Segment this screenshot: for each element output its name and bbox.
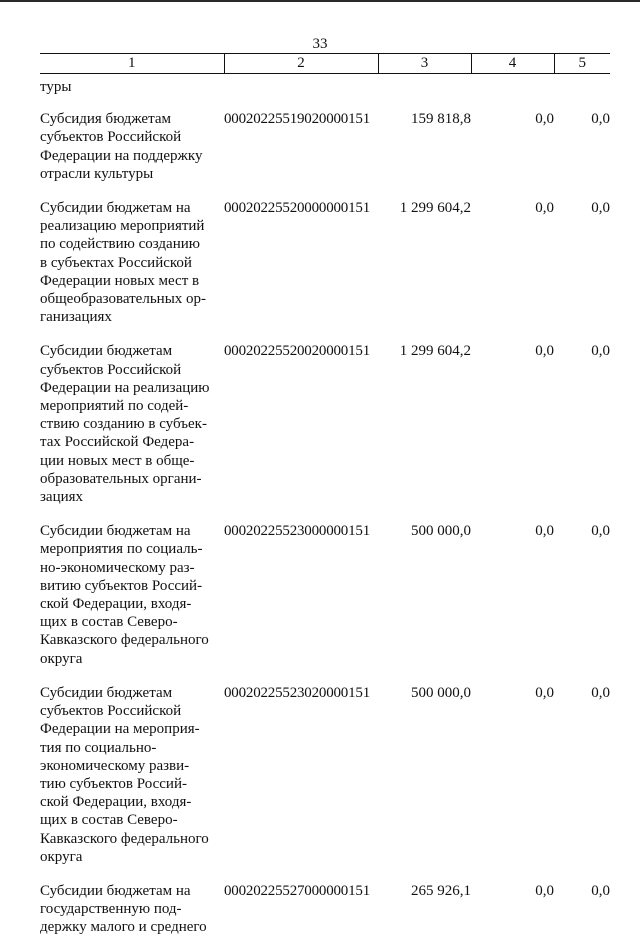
row-amount: 1 299 604,2 — [399, 343, 471, 360]
description-line: общеобразовательных ор- — [40, 291, 207, 308]
description-line: тия по социально- — [40, 739, 157, 756]
description-line: ской Федерации, входя- — [40, 794, 192, 811]
row-code: 00020225523000000151 — [224, 523, 371, 540]
description-line: Федерации новых мест в — [40, 272, 200, 289]
description-line: субъектов Российской — [40, 703, 182, 720]
row-col5-value: 0,0 — [591, 111, 610, 128]
description-line: реализацию мероприятий — [40, 218, 205, 235]
table-row — [40, 96, 610, 185]
description-line: Кавказского федерального — [40, 830, 209, 847]
description-line: образовательных органи- — [40, 470, 202, 487]
description-line: Субсидии бюджетам на — [40, 523, 191, 540]
description-line: округа — [40, 848, 83, 865]
row-code: 00020225519020000151 — [224, 111, 371, 128]
row-amount: 159 818,8 — [411, 111, 471, 128]
description-line: округа — [40, 650, 83, 667]
row-amount: 500 000,0 — [411, 684, 471, 701]
description-line: Федерации на реализацию — [40, 379, 210, 396]
column-header-4: 4 — [471, 54, 554, 74]
table-row — [40, 508, 610, 670]
description-line: мероприятий по содей- — [40, 398, 189, 415]
row-col4-value: 0,0 — [535, 684, 554, 701]
column-header-1: 1 — [40, 54, 224, 74]
description-line: государственную под- — [40, 901, 182, 918]
budget-table — [40, 53, 610, 939]
row-col4-value: 0,0 — [535, 111, 554, 128]
description-line: витию субъектов Россий- — [40, 577, 203, 594]
column-header-2: 2 — [224, 54, 378, 74]
row-code: 00020225520000000151 — [224, 200, 371, 217]
row-col4-value: 0,0 — [535, 523, 554, 540]
table-row — [40, 185, 610, 328]
description-line: тах Российской Федера- — [40, 434, 195, 451]
row-col4-value: 0,0 — [535, 882, 554, 899]
row-col5-value: 0,0 — [591, 200, 610, 217]
table-row — [40, 670, 610, 868]
description-line: Субсидии бюджетам — [40, 343, 173, 360]
header-row — [40, 54, 610, 74]
description-line: Федерации на поддержку — [40, 147, 203, 164]
row-description — [40, 868, 224, 939]
continuation-text: туры — [40, 79, 72, 95]
row-code: 00020225520020000151 — [224, 343, 371, 360]
description-line: щих в состав Северо- — [40, 614, 178, 631]
row-amount: 1 299 604,2 — [399, 200, 471, 217]
description-line: ской Федерации, входя- — [40, 596, 192, 613]
description-line: ствию созданию в субъек- — [40, 416, 207, 433]
row-code: 00020225527000000151 — [224, 882, 371, 899]
row-description — [40, 185, 224, 328]
column-header-5: 5 — [554, 54, 610, 74]
description-line: по содействию созданию — [40, 236, 200, 253]
description-line: ганизациях — [40, 309, 112, 326]
description-line: субъектов Российской — [40, 361, 182, 378]
row-description — [40, 670, 224, 868]
row-amount: 500 000,0 — [411, 523, 471, 540]
scan-edge — [0, 0, 640, 2]
row-description — [40, 96, 224, 185]
description-line: Субсидии бюджетам на — [40, 882, 191, 899]
row-col5-value: 0,0 — [591, 343, 610, 360]
row-col5-value: 0,0 — [591, 523, 610, 540]
row-description — [40, 328, 224, 508]
row-code: 00020225523020000151 — [224, 684, 371, 701]
table-row — [40, 328, 610, 508]
column-header-3: 3 — [378, 54, 471, 74]
description-line: Субсидия бюджетам — [40, 111, 171, 128]
continuation-row — [40, 74, 610, 97]
description-line: держку малого и среднего — [40, 919, 207, 936]
row-description — [40, 508, 224, 670]
row-col4-value: 0,0 — [535, 343, 554, 360]
description-line: отрасли культуры — [40, 165, 154, 182]
description-line: экономическому разви- — [40, 757, 190, 774]
row-col5-value: 0,0 — [591, 684, 610, 701]
description-line: тию субъектов Россий- — [40, 775, 187, 792]
description-line: мероприятия по социаль- — [40, 541, 203, 558]
description-line: Федерации на мероприя- — [40, 721, 200, 738]
table-row — [40, 868, 610, 939]
description-line: щих в состав Северо- — [40, 812, 178, 829]
description-line: Кавказского федерального — [40, 632, 209, 649]
description-line: Субсидии бюджетам — [40, 684, 173, 701]
row-col5-value: 0,0 — [591, 882, 610, 899]
row-amount: 265 926,1 — [411, 882, 471, 899]
description-line: Субсидии бюджетам на — [40, 200, 191, 217]
description-line: но-экономическому раз- — [40, 559, 195, 576]
row-col4-value: 0,0 — [535, 200, 554, 217]
description-line: субъектов Российской — [40, 129, 182, 146]
page-number: 33 — [312, 36, 328, 52]
description-line: в субъектах Российской — [40, 254, 192, 271]
description-line: ции новых мест в обще- — [40, 452, 195, 469]
description-line: зациях — [40, 489, 84, 506]
